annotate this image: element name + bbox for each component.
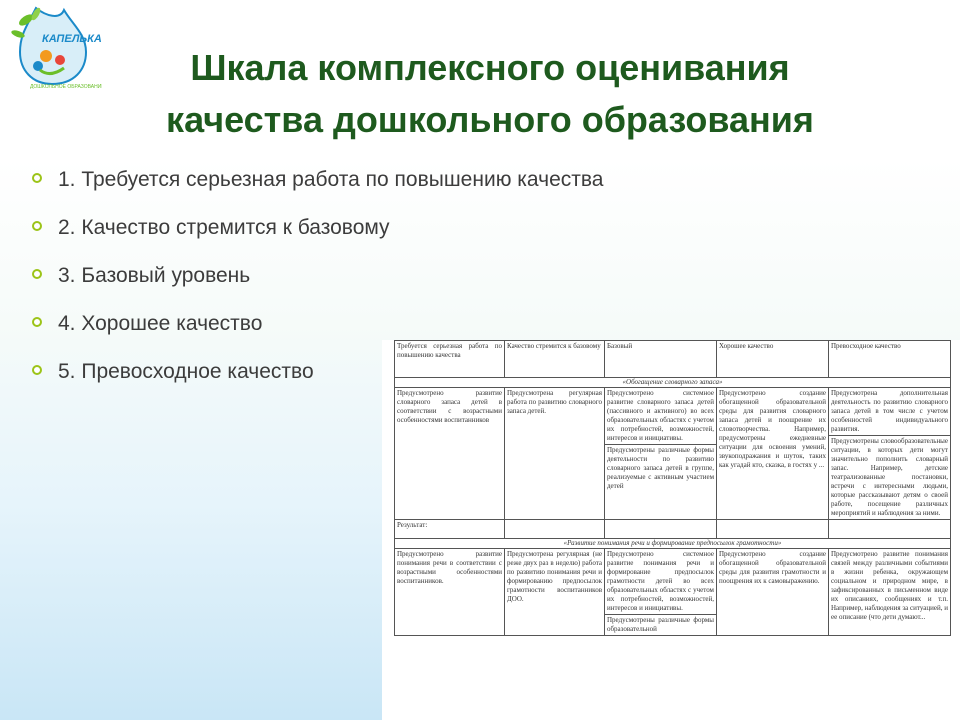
- table-cell: Предусмотрена регулярная (не реже двух раз в неделю) работа по развитию понимания речи и формированию предпосылок грамотности воспитанников ДОО.: [505, 549, 605, 636]
- cell-paragraph: Предусмотрены различные формы деятельности по развитию словарного запаса детей в группе, реализуемые с активным участием детей: [607, 446, 714, 490]
- table-cell: Предусмотрено развитие словарного запаса детей в соответствии с возрастными особенностями воспитанников: [395, 388, 505, 520]
- result-row: [395, 520, 951, 539]
- section-title: «Развитие понимания речи и формирование предпосылок грамотности»: [395, 539, 951, 549]
- table-cell: Предусмотрена регулярная работа по развитию словарного запаса детей.: [505, 388, 605, 520]
- table-cell: [605, 388, 717, 520]
- slide-title: [70, 42, 910, 146]
- header-cell: Базовый: [605, 341, 717, 378]
- bullet-circle-icon: [32, 317, 42, 327]
- list-item: [30, 206, 603, 254]
- table-cell: [717, 520, 829, 539]
- table-cell: [605, 549, 717, 636]
- table-row: [395, 388, 951, 520]
- header-cell: Требуется серьезная работа по повышению качества: [395, 341, 505, 378]
- header-cell: Превосходное качество: [829, 341, 951, 378]
- section-row: [395, 378, 951, 388]
- list-item-text: 5. Превосходное качество: [58, 360, 314, 383]
- table-cell: [605, 520, 717, 539]
- table-row: [395, 549, 951, 636]
- list-item: [30, 254, 603, 302]
- list-item-text: 3. Базовый уровень: [58, 264, 251, 287]
- cell-paragraph: Предусмотрены словообразовательные ситуации, в которых дети могут значительно пополнить словарный запас. Например, детские театрализованные постановки, встречи с интересными людьми, которые рассказывают детям о своей работе, посещение различных мероприятий и наблюдения за ними.: [831, 437, 948, 517]
- table-cell: [505, 520, 605, 539]
- table-cell: Предусмотрено создание обогащенной образовательной среды для развития грамотности и поощрения их к самовыражению.: [717, 549, 829, 636]
- cell-paragraph: Предусмотрено системное развитие словарного запаса детей (пассивного и активного) во всех образовательных областях с учетом их потребностей, возможностей, интересов и инициативы.: [605, 388, 716, 445]
- logo-brand-text: КАПЕЛЬКА: [42, 33, 102, 45]
- header-cell: Хорошее качество: [717, 341, 829, 378]
- title-line-2: качества дошкольного образования: [166, 99, 814, 140]
- logo-caption-text: ДОШКОЛЬНОЕ ОБРАЗОВАНИЕ: [30, 84, 102, 90]
- list-item: [30, 158, 603, 206]
- evaluation-table: [394, 340, 951, 636]
- section-row: [395, 539, 951, 549]
- list-item-text: 4. Хорошее качество: [58, 312, 263, 335]
- bullet-circle-icon: [32, 269, 42, 279]
- result-label: Результат:: [395, 520, 505, 539]
- table-header-row: [395, 341, 951, 378]
- table-cell: Предусмотрено создание обогащенной образовательной среды для развития словарного запаса детей и поощрение их словотворчества. Например, предусмотрены ежедневные ситуации для освоения умений, звукоподражания и шуток, таких как угадай кто, сказка, в гостях у ...: [717, 388, 829, 520]
- list-item-text: 1. Требуется серьезная работа по повышению качества: [58, 168, 604, 191]
- table-cell: Предусмотрено развитие понимания связей между различными событиями в жизни ребенка, окружающем социальном и природном мире, в зафиксированных в письменном виде их описаниях, сообщениях и т.п. Например, наблюдения за ситуацией, и ее описание (что дети думают...: [829, 549, 951, 636]
- table-cell: Предусмотрено развитие понимания речи в соответствии с возрастными особенностями воспитанников.: [395, 549, 505, 636]
- cell-paragraph: Предусмотрена дополнительная деятельность по развитию словарного запаса детей в том числе с учетом особенностей индивидуального развития.: [829, 388, 950, 436]
- evaluation-table-image: [382, 340, 960, 720]
- table-cell: [829, 388, 951, 520]
- bullet-circle-icon: [32, 221, 42, 231]
- title-line-1: Шкала комплексного оценивания: [190, 47, 790, 88]
- list-item-text: 2. Качество стремится к базовому: [58, 216, 390, 239]
- cell-paragraph: Предусмотрены различные формы образовательной: [607, 616, 714, 633]
- cell-paragraph: Предусмотрено системное развитие понимания речи и формирование предпосылок грамотности детей во всех образовательных областях с учетом их потребностей, возможностей, интересов и инициативы.: [605, 549, 716, 615]
- table-cell: [829, 520, 951, 539]
- header-cell: Качество стремится к базовому: [505, 341, 605, 378]
- section-title: «Обогащение словарного запаса»: [395, 378, 951, 388]
- bullet-circle-icon: [32, 365, 42, 375]
- bullet-circle-icon: [32, 173, 42, 183]
